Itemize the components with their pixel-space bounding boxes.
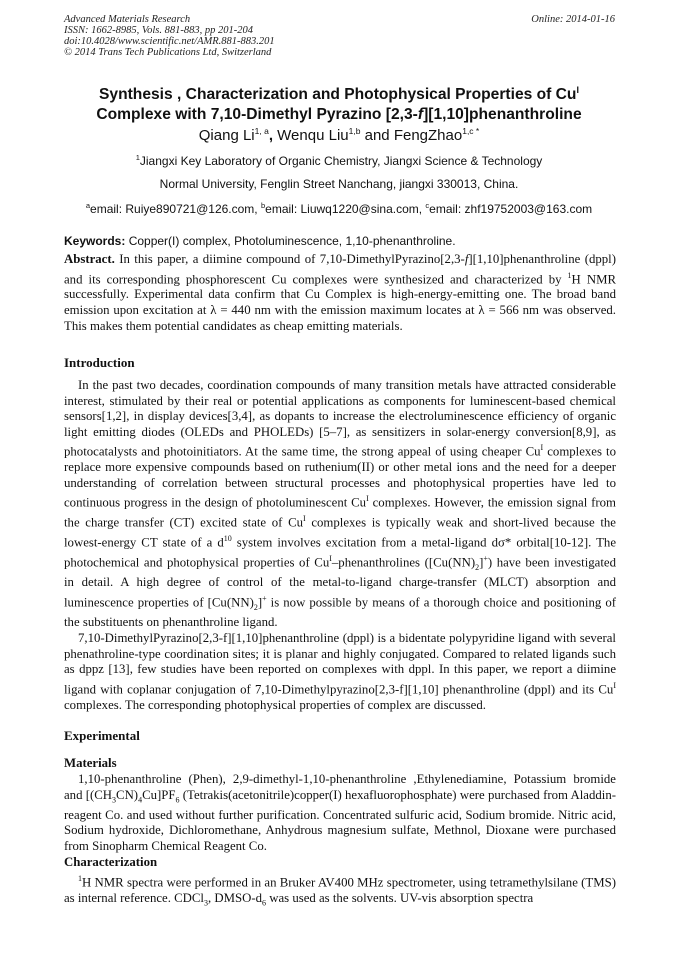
title-line-1: Synthesis , Characterization and Photophysical Properties of Cu <box>99 86 577 104</box>
introduction-body <box>64 378 616 713</box>
paper-title <box>40 80 638 125</box>
issn-line: ISSN: 1662-8985, Vols. 881-883, pp 201-204 <box>64 25 253 36</box>
title-line-2a: Complexe with 7,10-Dimethyl Pyrazino [2,3- <box>96 106 418 124</box>
characterization-body: $^1$H NMR spectra were performed in an Bruker AV400 MHz spectrometer, using tetramethylsilane (TMS) as internal reference. CDCl$_3$, DMSO-$d_6$ was used as the solvents. UV-vis absorption spectra <box>64 874 616 908</box>
author-list <box>0 126 678 144</box>
author-sep: and <box>360 127 394 144</box>
doi-line: doi:10.4028/www.scientific.net/AMR.881-883.201 <box>64 36 275 47</box>
author-sep: , <box>268 127 278 144</box>
keywords <box>64 234 616 248</box>
author-affil: 1,c * <box>462 126 480 136</box>
email-line: $^a$email: Ruiye890721@126.com, $^b$email: Liuwq1220@sina.com, $^c$email: zhf19752003@163.com <box>85 201 593 216</box>
online-date: Online: 2014-01-16 <box>531 14 615 25</box>
intro-paragraph-2: 7,10-DimethylPyrazino[2,3-f][1,10]phenanthroline (dppl) is a bidentate polypyridine ligand with several phenathroline-type coordination sites; it is planar and highly conjugated. Compared to related ligands such as dppz [13], few studies have been reported on complexes with dppl. In this paper, we report a diimine ligand with coplanar conjugation of 7,10-Dimethylpyrazino[2,3-f][1,10] phenanthroline (dppl) and its $Cu^I$ complexes. The corresponding photophysical properties of complex are discussed. <box>64 631 616 712</box>
title-sup: I <box>576 85 579 95</box>
author-name: Qiang Li <box>198 127 255 144</box>
materials-heading: Materials <box>64 756 117 770</box>
introduction-heading: Introduction <box>64 355 135 370</box>
title-italic-f: f <box>417 106 424 124</box>
author-name: Wenqu Liu <box>277 127 349 144</box>
title-line-2b: ][1,10]phenanthroline <box>423 106 582 124</box>
intro-paragraph-1: In the past two decades, coordination compounds of many transition metals have attracted considerable interest, stimulated by their real or potential applications as components for luminescent-based chemical sensors[1,2], in display devices[3,4], as dopants to increase the electroluminescence efficiency of organic light emitting diodes (OLEDs and PHOLEDs) [5–7], as sensitizers in solar-energy conversion[8,9], as photocatalysts and photoinitiators. At the same time, the strong appeal of using cheaper $Cu^I$ complexes to replace more expensive compounds based on ruthenium(II) or other metal ions and the need for a deeper understanding of correlation between structural processes and photophysical properties have led to continuous progress in the design of photoluminescent $Cu^I$ complexes. However, the emission signal from the charge transfer (CT) excited state of $Cu^I$ complexes is typically weak and short-lived because the lowest-energy CT state of a $d^{10}$ system involves excitation from a metal-ligand dσ* orbital[10-12]. The photochemical and photophysical properties of $Cu^I$–phenanthrolines $([Cu(NN)_2]^+)$ have been investigated in detail. A high degree of control of the metal-to-ligand charge-transfer (MLCT) absorption and luminescence properties of $[Cu(NN)_2]^+$ is now possible by means of a thorough choice and positioning of the substituents on phenanthroline ligand. <box>64 378 616 630</box>
affiliation-line-1: $^1$Jiangxi Key Laboratory of Organic Chemistry, Jiangxi Science & Technology <box>135 153 543 168</box>
journal-header <box>64 14 275 58</box>
author-affil: 1,b <box>348 126 361 136</box>
abstract: Abstract. In this paper, a diimine compound of 7,10-DimethylPyrazino[2,3-f][1,10]phenanthroline (dppl) and its corresponding phosphorescent Cu complexes were synthesized and characterized by $^1$H NMR successfully. Experimental data confirm that Cu Complex is high-energy-emitting one. The broad band emission upon excitation at λ = 440 nm with the emission maximum locates at λ = 566 nm was observed. This makes them potential candidates as cheap emitting materials. <box>64 252 616 333</box>
journal-name: Advanced Materials Research <box>64 14 191 25</box>
characterization-heading: Characterization <box>64 855 158 869</box>
author-affil: 1, a <box>254 126 269 136</box>
experimental-heading: Experimental <box>64 728 140 743</box>
abstract-label: Abstract. <box>64 252 115 266</box>
author-name: FengZhao <box>393 127 463 144</box>
copyright-line: © 2014 Trans Tech Publications Ltd, Switzerland <box>64 47 272 58</box>
materials-body: 1,10-phenanthroline (Phen), 2,9-dimethyl-1,10-phenanthroline ,Ethylenediamine, Potassium bromide and $[(CH_3CN)_4Cu]PF_6$ (Tetrakis(acetonitrile)copper(I) hexafluorophosphate) were purchased from Aladdin-reagent Co. and used without further purification. Concentrated sulfuric acid, Sodium bromide. Nitric acid, Sodium hydroxide, Dichloromethane, Anhydrous magnesium sulfate, Methnol, Dioxane were purchased from Sinopharm Chemical Reagent Co. <box>64 772 616 853</box>
affiliation-line-2: Normal University, Fenglin Street Nanchang, jiangxi 330013, China. <box>159 177 519 191</box>
keywords-label: Keywords: <box>64 234 126 248</box>
keywords-text: Copper(I) complex, Photoluminescence, 1,10-phenanthroline. <box>125 234 456 248</box>
